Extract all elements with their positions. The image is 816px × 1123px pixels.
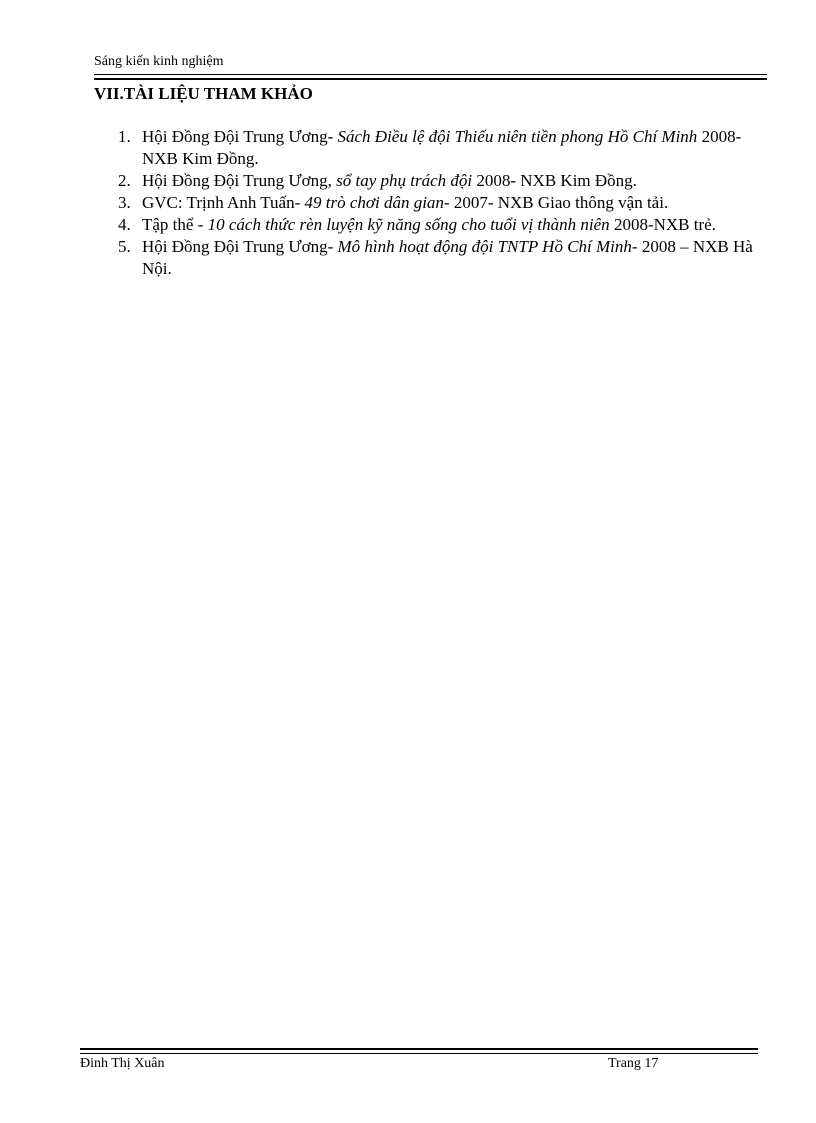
reference-title: Mô hình hoạt động đội TNTP Hồ Chí Minh [337, 237, 632, 256]
reference-text: Hội Đồng Đội Trung Ương, [142, 171, 337, 190]
reference-publisher: 2008- NXB Kim Đồng. [472, 171, 637, 190]
reference-item [94, 236, 766, 280]
reference-number: 1. [118, 127, 131, 146]
reference-title: 49 trò chơi dân gian [304, 193, 444, 212]
reference-text: Hội Đồng Đội Trung Ương- [142, 127, 338, 146]
reference-text: Tập thể - [142, 215, 208, 234]
reference-title: sổ tay phụ trách đội [336, 171, 473, 190]
footer-rule [80, 1048, 758, 1054]
reference-title: Sách Điều lệ đội Thiếu niên tiền phong Hồ Chí Minh [337, 127, 698, 146]
reference-number: 3. [118, 193, 131, 212]
reference-publisher: - 2007- NXB Giao thông vận tải. [443, 193, 669, 212]
reference-number: 5. [118, 237, 131, 256]
reference-publisher: - 2008 – NXB Hà Nội. [142, 237, 753, 278]
footer-author: Đinh Thị Xuân [80, 1056, 165, 1071]
header-rule [94, 74, 767, 80]
reference-item [94, 170, 766, 192]
reference-publisher: 2008- NXB Kim Đồng. [142, 127, 742, 168]
section-heading: VII.TÀI LIỆU THAM KHẢO [94, 84, 313, 103]
reference-item [94, 214, 766, 236]
reference-title: 10 cách thức rèn luyện kỹ năng sống cho tuổi vị thành niên [207, 215, 610, 234]
reference-text: Hội Đồng Đội Trung Ương- [142, 237, 338, 256]
reference-number: 2. [118, 171, 131, 190]
reference-list [94, 126, 766, 280]
reference-number: 4. [118, 215, 131, 234]
page-number: Trang 17 [608, 1056, 659, 1071]
reference-publisher: 2008-NXB trẻ. [609, 215, 716, 234]
running-header: Sáng kiến kinh nghiệm [94, 54, 224, 69]
reference-item [94, 192, 766, 214]
reference-text: GVC: Trịnh Anh Tuấn- [142, 193, 305, 212]
reference-item [94, 126, 766, 170]
